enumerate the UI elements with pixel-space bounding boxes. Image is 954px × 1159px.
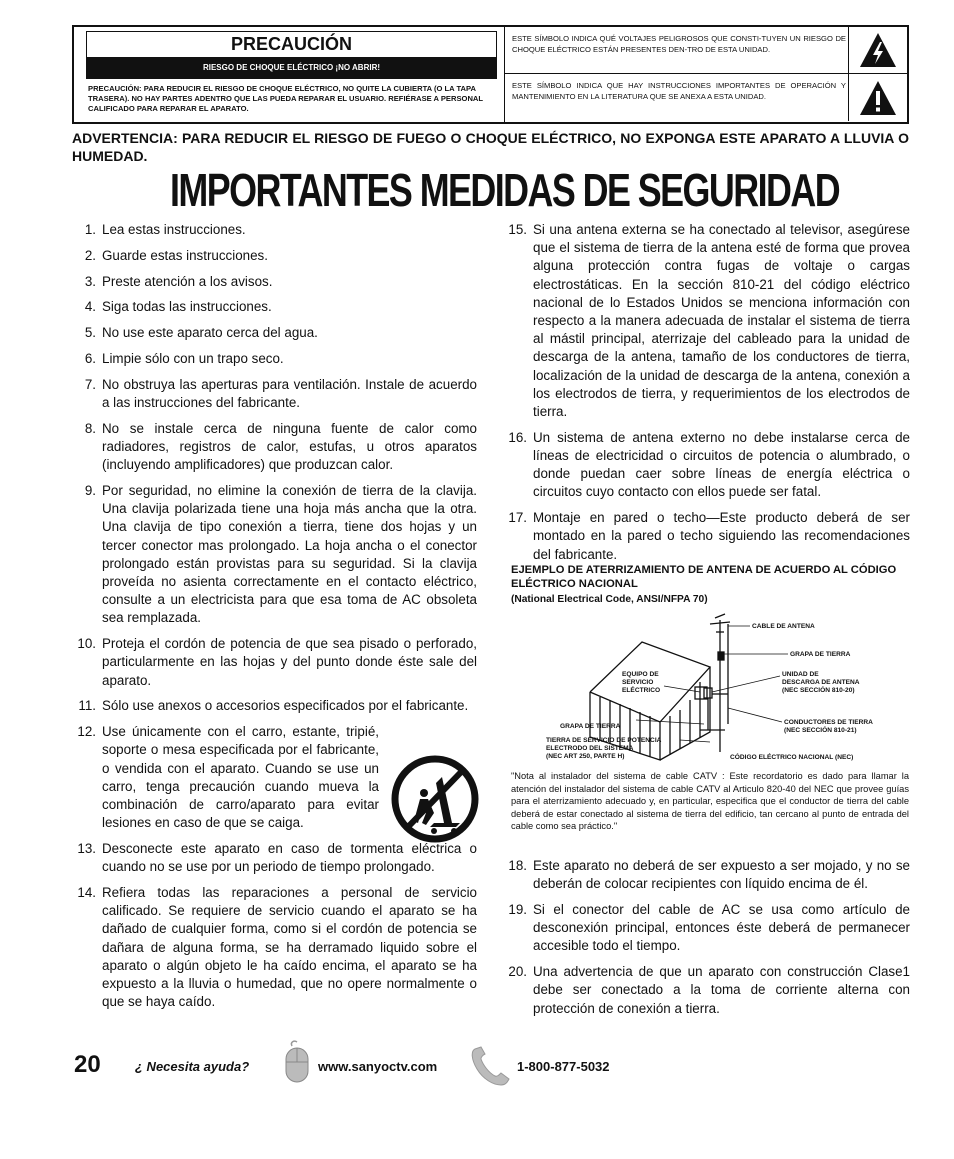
item-number: 13. xyxy=(77,841,96,857)
list-item xyxy=(72,298,477,316)
item-number: 19. xyxy=(508,902,527,917)
item-text: Lea estas instrucciones. xyxy=(102,222,246,237)
item-number: 11. xyxy=(78,698,96,714)
item-text: Montaje en pared o techo—Este producto deberá de ser montado en la pared o techo siguiendo las recomendaciones del fabricante. xyxy=(533,510,910,562)
label-service-equipment-2: SERVICIO xyxy=(622,679,654,686)
item-text: Un sistema de antena externo no debe instalarse cerca de líneas de electricidad o circuitos de potencia o alumbrado, o donde puedan caer sobre líneas de energía eléctrica o circuitos cuyo contacto con ellos puede ser fatal. xyxy=(533,429,910,500)
catv-installer-note: "Nota al instalador del sistema de cable CATV : Este recordatorio es dado para llamar la atención del instalador del sistema de cable CATV al Articulo 820-40 del NEC que provee guías para el aterrizamiento adecuado y, en particular, especifica que el conductor de tierra del cable deberá de estar conectado al sistema de tierra del edificio, tan cercano al punto de entrada del cable como sea práctico." xyxy=(511,771,909,832)
label-conductors-2: (NEC SECCIÓN 810-21) xyxy=(784,727,857,734)
item-text: Use únicamente con el carro, estante, tripié, soporte o mesa especificada por el fabricante, o vendida con el aparato. Cuando se use un carro, tenga precaución cuando mueva la combinación de carro/aparato para evitar lesiones en caso de que se caiga. xyxy=(102,724,379,831)
caution-left-panel xyxy=(74,27,505,122)
caution-title-box xyxy=(86,31,497,79)
item-number: 15. xyxy=(508,222,527,237)
exclamation-warning-icon xyxy=(848,74,907,121)
label-conductors-1: CONDUCTORES DE TIERRA xyxy=(784,719,873,726)
label-discharge-unit-3: (NEC SECCIÓN 810-20) xyxy=(782,687,855,694)
item-text: No obstruya las aperturas para ventilación. Instale de acuerdo a las instrucciones del fabricante. xyxy=(102,376,477,410)
list-item xyxy=(72,840,477,876)
item-text: Refiera todas las reparaciones a personal de servicio calificado. Se requiere de servicio cuando el aparato se ha dañado de cualquier forma, como si el cordón de potencia se dañara de alguna forma, se ha derramado liquido sobre el aparato o algún objeto le ha caído encima, el aparato se ha expuesto a la lluvia o humedad, que no opere normalmente o que se haya caído. xyxy=(102,885,477,1010)
item-text: No se instale cerca de ninguna fuente de calor como radiadores, registros de calor, estufas, u otros aparatos (incluyendo amplificadores) que produzcan calor. xyxy=(102,420,477,473)
label-antenna-cable: CABLE DE ANTENA xyxy=(752,623,815,630)
fire-shock-warning: ADVERTENCIA: PARA REDUCIR EL RIESGO DE FUEGO O CHOQUE ELÉCTRICO, NO EXPONGA ESTE APARATO A LLUVIA O HUMEDAD. xyxy=(72,130,909,164)
lightning-warning-icon xyxy=(848,27,907,73)
label-power-ground-2: ELECTRODO DEL SISTEMA xyxy=(546,745,634,752)
phone-icon xyxy=(469,1045,513,1087)
item-number: 7. xyxy=(84,376,96,392)
list-item xyxy=(72,420,477,475)
item-number: 5. xyxy=(84,325,96,341)
mouse-icon xyxy=(282,1040,312,1084)
label-power-ground-1: TIERRA DE SERVICIO DE POTENCIA xyxy=(546,737,662,744)
label-service-equipment-1: EQUIPO DE xyxy=(622,671,659,678)
item-text: Una advertencia de que un aparato con construcción Clase1 debe ser conectado a la toma de corriente alterna con protección de conexión a tierra. xyxy=(533,964,910,1016)
item-number: 1. xyxy=(84,222,96,237)
caution-symbols xyxy=(505,27,907,122)
item-number: 9. xyxy=(84,482,96,498)
item-number: 8. xyxy=(84,420,96,436)
label-nec: CÓDIGO ELÉCTRICO NACIONAL (NEC) xyxy=(730,754,854,761)
item-text: Siga todas las instrucciones. xyxy=(102,299,272,315)
list-item xyxy=(503,857,910,893)
list-item xyxy=(72,635,477,690)
list-item xyxy=(503,509,910,564)
item-number: 2. xyxy=(84,247,96,263)
list-item xyxy=(72,376,477,412)
item-text: Desconecte este aparato en caso de tormenta eléctrica o cuando no se use por un periodo de tiempo prolongado. xyxy=(102,841,477,875)
phone-number: 1-800-877-5032 xyxy=(517,1059,610,1074)
item-number: 12. xyxy=(77,724,96,740)
item-text: Sólo use anexos o accesorios especificados por el fabricante. xyxy=(102,698,469,714)
page-title: IMPORTANTES MEDIDAS DE SEGURIDAD xyxy=(170,164,840,216)
item-text: Proteja el cordón de potencia de que sea pisado o perforado, particularmente en las hojas y del punto donde éste sale del aparato. xyxy=(102,636,477,688)
label-ground-clamp-bottom: GRAPA DE TIERRA xyxy=(560,723,621,730)
website-link[interactable]: www.sanyoctv.com xyxy=(318,1059,438,1074)
label-power-ground-3: (NEC ART 250, PARTE H) xyxy=(546,753,625,760)
symbol1-text: ESTE SÍMBOLO INDICA QUÉ VOLTAJES PELIGROSOS QUE CONSTI-TUYEN UN RIESGO DE CHOQUE ELÉCTRICO ESTÁN PRESENTES DEN-TRO DE ESTA UNIDAD. xyxy=(512,34,846,54)
example-subtitle: (National Electrical Code, ANSI/NFPA 70) xyxy=(511,594,708,605)
example-title: EJEMPLO DE ATERRIZAMIENTO DE ANTENA DE ACUERDO AL CÓDIGO ELÉCTRICO NACIONAL xyxy=(511,564,897,590)
list-item xyxy=(503,901,910,956)
symbol2-text: ESTE SÍMBOLO INDICA QUE HAY INSTRUCCIONES IMPORTANTES DE OPERACIÓN Y MANTENIMIENTO EN LA LITERATURA QUE SE ANEXA A ESTA UNIDAD. xyxy=(512,81,846,101)
caution-text: PRECAUCIÓN: PARA REDUCIR EL RIESGO DE CHOQUE ELÉCTRICO, NO QUITE LA CUBIERTA (O LA TAPA TRASERA). NO HAY PARTES ADENTRO QUE LAS PUEDA REPARAR EL USUARIO. REFIÉRASE A PERSONAL CALIFICADO PARA REPARAR EL APARATO. xyxy=(88,84,483,113)
list-item xyxy=(72,350,477,368)
symbol-row-voltage xyxy=(505,27,907,74)
list-item xyxy=(72,221,477,239)
cart-tip-warning-icon xyxy=(390,753,480,845)
item-number: 6. xyxy=(84,350,96,366)
item-number: 14. xyxy=(77,885,96,901)
instructions-left-column xyxy=(72,221,477,1019)
item-number: 10. xyxy=(77,636,96,652)
item-text: Este aparato no deberá de ser expuesto a ser mojado, y no se deberán de colocar recipientes con líquido encima de él. xyxy=(533,858,910,892)
caution-subbar: RIESGO DE CHOQUE ELÉCTRICO ¡NO ABRIR! xyxy=(87,57,496,78)
item-text: No use este aparato cerca del agua. xyxy=(102,325,318,341)
item-number: 18. xyxy=(508,858,527,873)
list-item xyxy=(72,324,477,342)
antenna-grounding-diagram xyxy=(546,612,900,767)
item-number: 4. xyxy=(84,299,96,315)
symbol-row-instructions xyxy=(505,74,907,121)
item-text: Guarde estas instrucciones. xyxy=(102,247,268,263)
list-item xyxy=(503,963,910,1018)
item-number: 17. xyxy=(508,510,527,526)
label-discharge-unit-2: DESCARGA DE ANTENA xyxy=(782,679,860,686)
item-text: Si el conector del cable de AC se usa como artículo de desconexión principal, entonces éste deberá de permanecer accesible todo el tiempo. xyxy=(533,902,910,954)
list-item xyxy=(72,482,477,628)
list-item xyxy=(72,247,477,265)
item-number: 16. xyxy=(508,429,527,445)
caution-box xyxy=(72,25,909,124)
list-item xyxy=(72,273,477,291)
list-item xyxy=(72,884,477,1011)
instructions-right-column-lower xyxy=(503,857,910,1025)
instructions-right-column xyxy=(503,221,910,571)
help-text: ¿ Necesita ayuda? xyxy=(135,1059,250,1074)
caution-title: PRECAUCIÓN xyxy=(230,34,352,54)
list-item xyxy=(72,697,477,715)
item-number: 20. xyxy=(508,964,527,980)
label-ground-clamp-top: GRAPA DE TIERRA xyxy=(790,651,851,658)
label-discharge-unit-1: UNIDAD DE xyxy=(782,671,819,678)
page-number: 20 xyxy=(74,1051,101,1078)
list-item xyxy=(503,221,910,421)
list-item xyxy=(503,429,910,502)
item-text: Si una antena externa se ha conectado al televisor, asegúrese que el sistema de tierra de la antena esté de forma que provea alguna protección contra fugas de voltaje o cargas electrostáticas. En la sección 810-21 del código eléctrico nacional de lo Estados Unidos se menciona información con respecto a la manera adecuada de instalar el sistema de tierra al mástil principal, aterrizaje del cableado para la unidad de descarga de la antena, tamaño de los conductores de tierra, localización de la unidad de descarga de la antena, conexión a los electrodos de tierra, y requerimientos de los electrodos de tierra. xyxy=(533,222,910,420)
item-text: Por seguridad, no elimine la conexión de tierra de la clavija. Una clavija polarizada tiene una hoja más ancha que la otra. Una clavija de tipo conexión a tierra, tiene dos hojas y un tercer conector mas prolongado. La hoja ancha o el conector prolongado están provistas para su seguridad. Si la clavija proveída no asienta correctamente en el contacto eléctrico, consulte a un electricista para que esa toma de AC obsoleta sea remplazada. xyxy=(102,482,477,626)
antenna-mast xyxy=(700,614,730,752)
item-number: 3. xyxy=(84,273,96,289)
item-text: Preste atención a los avisos. xyxy=(102,273,273,289)
item-text: Limpie sólo con un trapo seco. xyxy=(102,350,284,366)
label-service-equipment-3: ELÉCTRICO xyxy=(622,687,661,694)
